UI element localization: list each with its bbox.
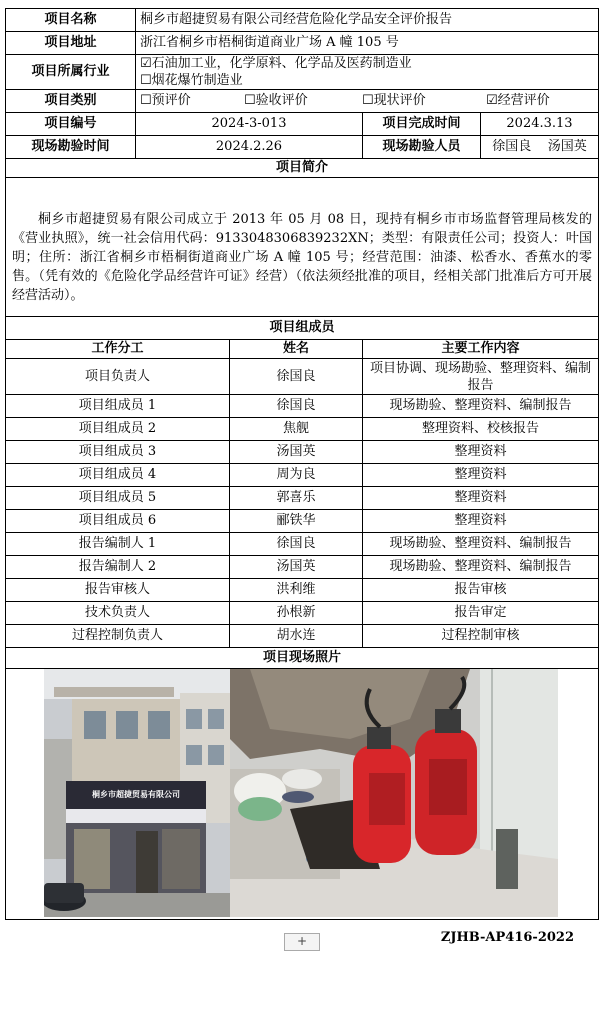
table-row-role: 项目组成员 3	[6, 441, 230, 464]
column-header-name: 姓名	[230, 340, 363, 359]
table-row-work: 整理资料、校核报告	[363, 418, 599, 441]
checkbox-empty-icon: ☐	[140, 93, 152, 108]
finish-value: 2024.3.13	[481, 113, 599, 136]
table-row-work: 过程控制审核	[363, 625, 599, 648]
project-info-table	[5, 8, 599, 317]
table-row-work: 整理资料	[363, 464, 599, 487]
finish-label: 项目完成时间	[363, 113, 481, 136]
name-label: 项目名称	[6, 9, 136, 32]
industry-options	[136, 55, 599, 90]
document-code: ZJHB-AP416-2022	[440, 930, 574, 945]
table-row-role: 项目组成员 2	[6, 418, 230, 441]
type-options	[136, 90, 599, 113]
table-row-role: 技术负责人	[6, 602, 230, 625]
add-button[interactable]: +	[284, 933, 320, 951]
intro-heading: 项目简介	[6, 159, 599, 178]
table-row-name: 徐国良	[230, 395, 363, 418]
table-row-work: 整理资料	[363, 487, 599, 510]
table-row-work: 报告审核	[363, 579, 599, 602]
checkbox-empty-icon: ☐	[362, 93, 374, 108]
type-option-label: 经营评价	[497, 93, 550, 108]
table-row-role: 报告编制人 2	[6, 556, 230, 579]
table-row-work: 项目协调、现场勘验、整理资料、编制报告	[363, 359, 599, 395]
column-header-role: 工作分工	[6, 340, 230, 359]
table-row-name: 周为良	[230, 464, 363, 487]
name-value: 桐乡市超捷贸易有限公司经营危险化学品安全评价报告	[136, 9, 599, 32]
checkbox-checked-icon: ☑	[486, 93, 498, 108]
table-row-name: 焦舰	[230, 418, 363, 441]
survey-time-value: 2024.2.26	[136, 136, 363, 159]
table-row-name: 郭喜乐	[230, 487, 363, 510]
table-row-role: 项目组成员 5	[6, 487, 230, 510]
table-row-work: 整理资料	[363, 441, 599, 464]
checkbox-empty-icon: ☐	[244, 93, 256, 108]
table-row-work: 整理资料	[363, 510, 599, 533]
table-row-name: 徐国良	[230, 533, 363, 556]
checkbox-empty-icon: ☐	[140, 73, 152, 88]
table-row-role: 项目组成员 1	[6, 395, 230, 418]
table-row-work: 报告审定	[363, 602, 599, 625]
type-option-label: 预评价	[151, 93, 191, 108]
table-row-role: 报告审核人	[6, 579, 230, 602]
photos-cell	[6, 669, 599, 920]
intro-cell	[6, 178, 599, 317]
table-row-name: 孙根新	[230, 602, 363, 625]
table-row-name: 郦铁华	[230, 510, 363, 533]
storefront-photo	[44, 669, 230, 917]
table-row-role: 项目组成员 4	[6, 464, 230, 487]
table-row-role: 项目负责人	[6, 359, 230, 395]
address-value: 浙江省桐乡市梧桐街道商业广场 A 幢 105 号	[136, 32, 599, 55]
table-row-work: 现场勘验、整理资料、编制报告	[363, 395, 599, 418]
table-row-name: 徐国良	[230, 359, 363, 395]
table-row-name: 胡水连	[230, 625, 363, 648]
type-option-acceptance[interactable]	[244, 92, 362, 110]
members-table	[5, 316, 599, 920]
report-sheet	[5, 8, 598, 920]
type-option-label: 验收评价	[255, 93, 308, 108]
industry-label: 项目所属行业	[6, 55, 136, 90]
number-value: 2024-3-013	[136, 113, 363, 136]
photos-heading: 项目现场照片	[6, 648, 599, 669]
type-label: 项目类别	[6, 90, 136, 113]
industry-option-2[interactable]	[140, 72, 594, 89]
surveyors-label: 现场勘验人员	[363, 136, 481, 159]
table-row-role: 报告编制人 1	[6, 533, 230, 556]
extinguisher-photo	[230, 669, 558, 917]
table-row-role: 过程控制负责人	[6, 625, 230, 648]
type-option-pre[interactable]	[140, 92, 244, 110]
column-header-work: 主要工作内容	[363, 340, 599, 359]
industry-option-2-label: 烟花爆竹制造业	[151, 73, 243, 88]
number-label: 项目编号	[6, 113, 136, 136]
table-row-name: 洪利维	[230, 579, 363, 602]
table-row-work: 现场勘验、整理资料、编制报告	[363, 533, 599, 556]
members-heading: 项目组成员	[6, 317, 599, 340]
table-row-work: 现场勘验、整理资料、编制报告	[363, 556, 599, 579]
type-option-label: 现状评价	[373, 93, 426, 108]
storefront-sign-text: 桐乡市超捷贸易有限公司	[92, 790, 180, 799]
table-row-role: 项目组成员 6	[6, 510, 230, 533]
type-option-operation[interactable]	[486, 92, 550, 110]
survey-time-label: 现场勘验时间	[6, 136, 136, 159]
type-option-status[interactable]	[362, 92, 486, 110]
intro-text: 桐乡市超捷贸易有限公司成立于 2013 年 05 月 08 日，现持有桐乡市市场监督管理局核发的《营业执照》，统一社会信用代码：9133048306839232XN；类型：有限责任公司；投资人：叶国明；住所：浙江省桐乡市梧桐街道商业广场 A 幢 105 号；经营范围：油漆、松香水、香蕉水的零售。（凭有效的《危险化学品经营许可证》经营）（依法须经批准的项目，经相关部门批准后方可开展经营活动）。	[12, 211, 592, 303]
checkbox-checked-icon: ☑	[140, 56, 152, 71]
table-row-name: 汤国英	[230, 441, 363, 464]
address-label: 项目地址	[6, 32, 136, 55]
surveyors-value: 徐国良 汤国英	[481, 136, 599, 159]
table-row-name: 汤国英	[230, 556, 363, 579]
industry-option-1-label: 石油加工业，化学原料、化学品及医药制造业	[151, 56, 412, 71]
industry-option-1[interactable]	[140, 55, 594, 72]
